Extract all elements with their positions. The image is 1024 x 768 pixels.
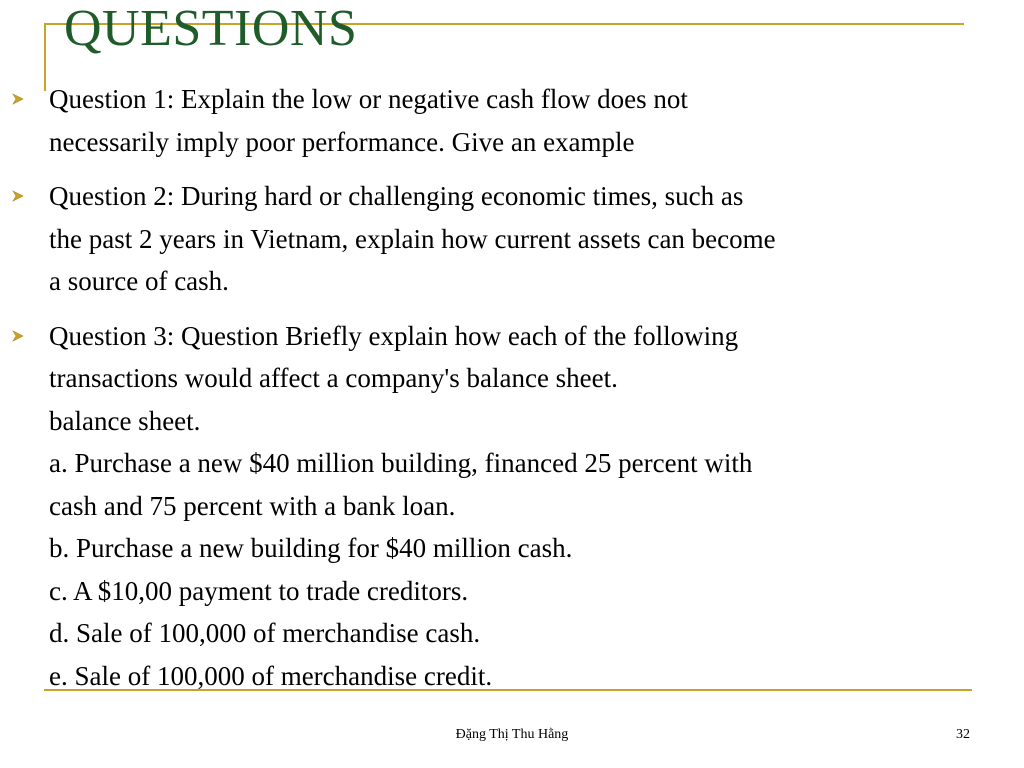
bullet-list: [0, 78, 1000, 709]
page-number: 32: [956, 727, 970, 742]
question-3-item-e: e. Sale of 100,000 of merchandise credit.: [49, 660, 493, 691]
bullet-item-question-2: [0, 175, 1000, 303]
bullet-text: Question 3: Question Briefly explain how each of the following transactions would affect a company's balance sheet.: [49, 320, 739, 393]
question-3-item-b: b. Purchase a new building for $40 million cash.: [49, 533, 573, 563]
bullet-text: Question 1: Explain the low or negative cash flow does not necessarily imply poor performance. Give an example: [49, 84, 688, 157]
arrowhead-bullet-icon: [12, 175, 26, 217]
footer-author: Đặng Thị Thu Hằng: [455, 727, 569, 742]
question-3-item-a: a. Purchase a new $40 million building, financed 25 percent with cash and 75 percent with a bank loan.: [49, 448, 753, 521]
question-3-repeat-line: balance sheet.: [49, 405, 201, 436]
arrowhead-bullet-icon: [12, 78, 26, 120]
question-3-item-d: d. Sale of 100,000 of merchandise cash.: [49, 618, 481, 648]
bullet-item-question-3: [0, 315, 1000, 698]
bullet-item-question-1: [0, 78, 1000, 163]
bullet-text: Question 2: During hard or challenging economic times, such as the past 2 years in Vietnam, explain how current assets can become a source of cash.: [49, 181, 776, 296]
slide-title: QUESTIONS: [64, 0, 358, 57]
question-3-item-c: c. A $10,00 payment to trade creditors.: [49, 575, 469, 606]
arrowhead-bullet-icon: [12, 315, 26, 357]
